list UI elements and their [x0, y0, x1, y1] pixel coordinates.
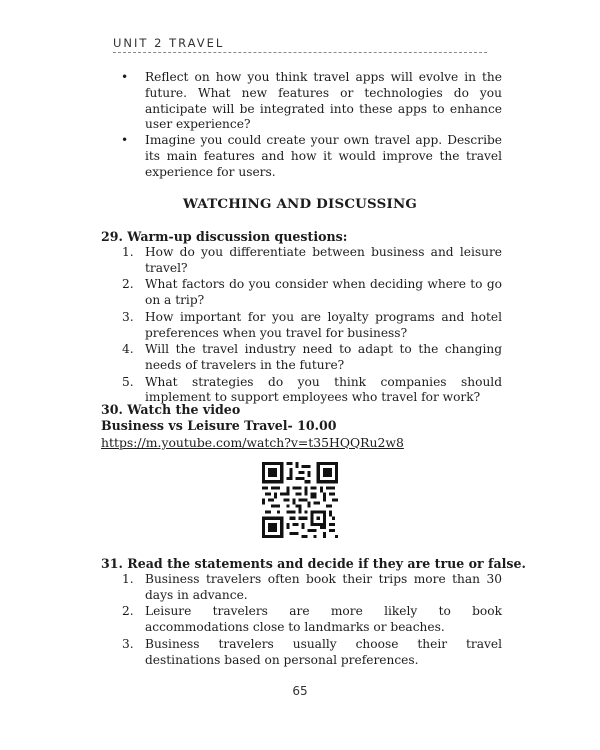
unit-header: UNIT 2 TRAVEL [113, 36, 487, 53]
item-text: Business travelers often book their trips more than 30 days in advance. [145, 572, 502, 602]
item-number: 4. [122, 342, 134, 357]
list-item [118, 637, 502, 669]
item-number: 2. [122, 277, 134, 292]
item-text: What strategies do you think companies should implement to support employees who travel for work? [145, 374, 502, 405]
section-title: WATCHING AND DISCUSSING [182, 196, 418, 212]
video-title: Business vs Leisure Travel- 10.00 [101, 418, 337, 433]
question-30-heading: 30. Watch the video [101, 402, 241, 417]
question-29-heading: 29. Warm-up discussion questions: [101, 229, 348, 244]
qr-code [262, 462, 338, 538]
page-number: 65 [292, 684, 308, 698]
bullet-text: Reflect on how you think travel apps will evolve in the future. What new features or technologies do you anticipate will be integrated into these apps to enhance user experience? [145, 70, 502, 132]
item-text: Business travelers usually choose their travel destinations based on personal preferences. [145, 636, 502, 667]
list-item [118, 572, 502, 604]
item-text: What factors do you consider when deciding where to go on a trip? [145, 277, 502, 308]
reflection-bullets [118, 70, 502, 181]
item-number: 1. [122, 572, 134, 586]
question-29-list [118, 245, 502, 407]
bullet-icon: • [121, 133, 129, 148]
list-item [118, 604, 502, 636]
item-text: Leisure travelers are more likely to book accommodations close to landmarks or beaches. [145, 604, 502, 635]
item-text: How do you differentiate between business and leisure travel? [145, 245, 502, 275]
bullet-item [118, 70, 502, 133]
question-31-heading: 31. Read the statements and decide if they are true or false. [101, 556, 526, 571]
video-link[interactable]: https://m.youtube.com/watch?v=t35HQQRu2w8 [101, 435, 404, 450]
list-item [118, 310, 502, 342]
list-item [118, 277, 502, 309]
item-number: 2. [122, 604, 134, 619]
bullet-item [118, 133, 502, 180]
bullet-text: Imagine you could create your own travel app. Describe its main features and how it would improve the travel experience for users. [145, 133, 502, 179]
item-number: 5. [122, 374, 134, 389]
item-text: How important for you are loyalty programs and hotel preferences when you travel for business? [145, 309, 502, 340]
item-text: Will the travel industry need to adapt to the changing needs of travelers in the future? [145, 342, 502, 372]
bullet-icon: • [121, 70, 129, 84]
item-number: 3. [122, 309, 134, 324]
item-number: 3. [122, 636, 134, 651]
item-number: 1. [122, 245, 134, 259]
list-item [118, 342, 502, 374]
question-31-list [118, 572, 502, 669]
list-item [118, 245, 502, 277]
